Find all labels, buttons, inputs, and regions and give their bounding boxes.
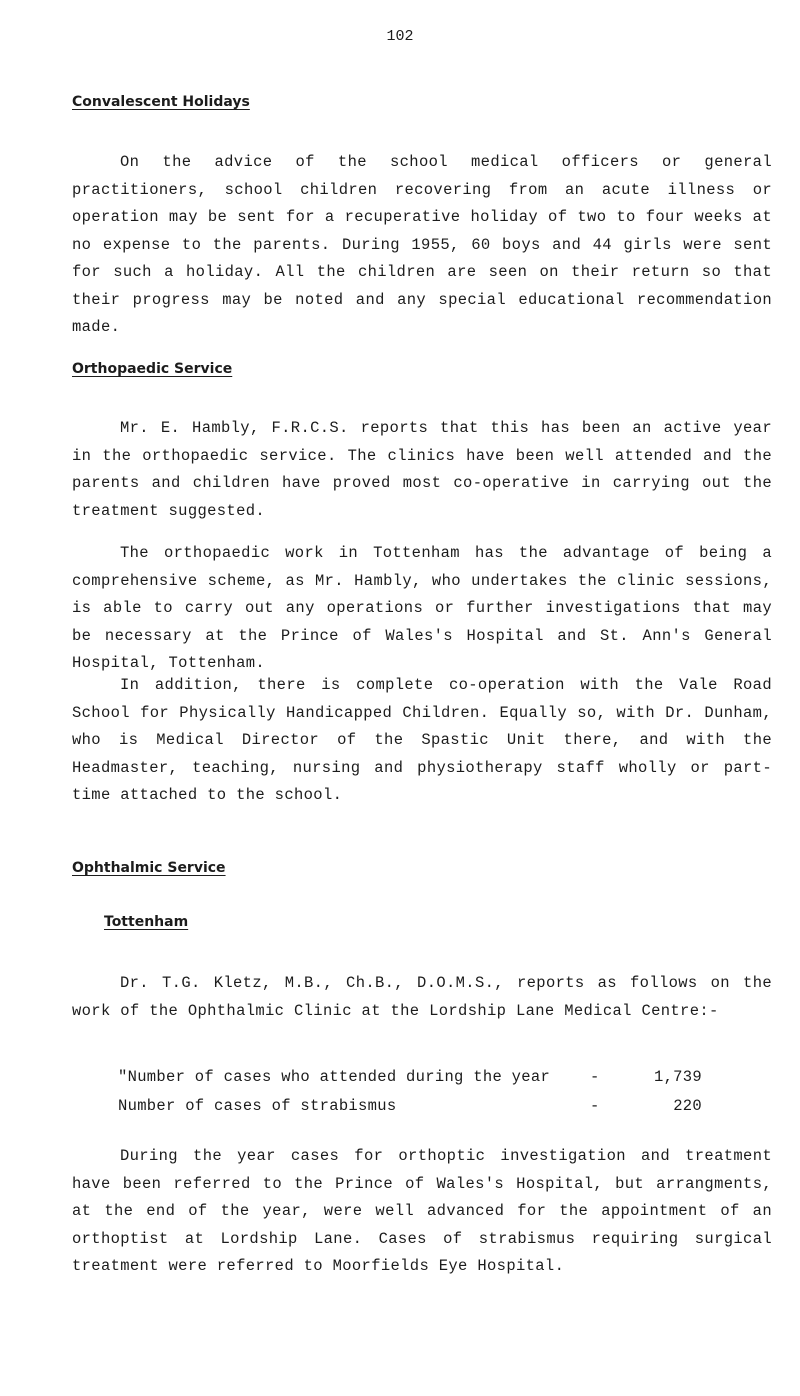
stat-dash: - xyxy=(590,1068,600,1086)
stat-label: Number of cases of strabismus xyxy=(118,1097,397,1115)
stat-value: 1,739 xyxy=(653,1068,702,1086)
subheading-tottenham: Tottenham xyxy=(104,914,189,930)
page-number: 102 xyxy=(386,28,414,45)
heading-orthopaedic-service: Orthopaedic Service xyxy=(72,361,233,377)
stat-value: 220 xyxy=(673,1097,702,1115)
heading-convalescent-holidays: Convalescent Holidays xyxy=(72,94,250,110)
paragraph-orthopaedic-1: Mr. E. Hambly, F.R.C.S. reports that this has been an active year in the orthopaedic service. The clinics have been well attended and the parents and children have proved most co-operative in carrying out the treatment suggested. xyxy=(72,419,772,520)
stat-dash: - xyxy=(590,1097,600,1115)
stat-row-attendances xyxy=(118,1068,718,1092)
paragraph-ophthalmic-orthoptic: During the year cases for orthoptic investigation and treatment have been referred to the Prince of Wales's Hospital, but arrangments, at the end of the year, were well advanced for the appointment of an orthoptist at Lordship Lane. Cases of strabismus requiring surgical treatment were referred to Moorfields Eye Hospital. xyxy=(72,1147,772,1275)
paragraph-ophthalmic-intro: Dr. T.G. Kletz, M.B., Ch.B., D.O.M.S., reports as follows on the work of the Ophthalmic Clinic at the Lordship Lane Medical Centre:- xyxy=(72,974,772,1020)
paragraph-orthopaedic-3: In addition, there is complete co-operation with the Vale Road School for Physically Handicapped Children. Equally so, with Dr. Dunham, who is Medical Director of the Spastic Unit there, and with the Headmaster, teaching, nursing and physiotherapy staff wholly or part-time attached to the school. xyxy=(72,676,772,804)
stat-label: "Number of cases who attended during the year xyxy=(118,1068,551,1086)
paragraph-orthopaedic-2: The orthopaedic work in Tottenham has the advantage of being a comprehensive scheme, as Mr. Hambly, who undertakes the clinic sessions, is able to carry out any operations or further investigations that may be necessary at the Prince of Wales's Hospital and St. Ann's General Hospital, Tottenham. xyxy=(72,544,772,672)
paragraph-convalescent: On the advice of the school medical officers or general practitioners, school children recovering from an acute illness or operation may be sent for a recuperative holiday of two to four weeks at no expense to the parents. During 1955, 60 boys and 44 girls were sent for such a holiday. All the children are seen on their return so that their progress may be noted and any special educational recommendation made. xyxy=(72,153,772,336)
heading-ophthalmic-service: Ophthalmic Service xyxy=(72,860,226,876)
stat-row-strabismus xyxy=(118,1097,718,1121)
